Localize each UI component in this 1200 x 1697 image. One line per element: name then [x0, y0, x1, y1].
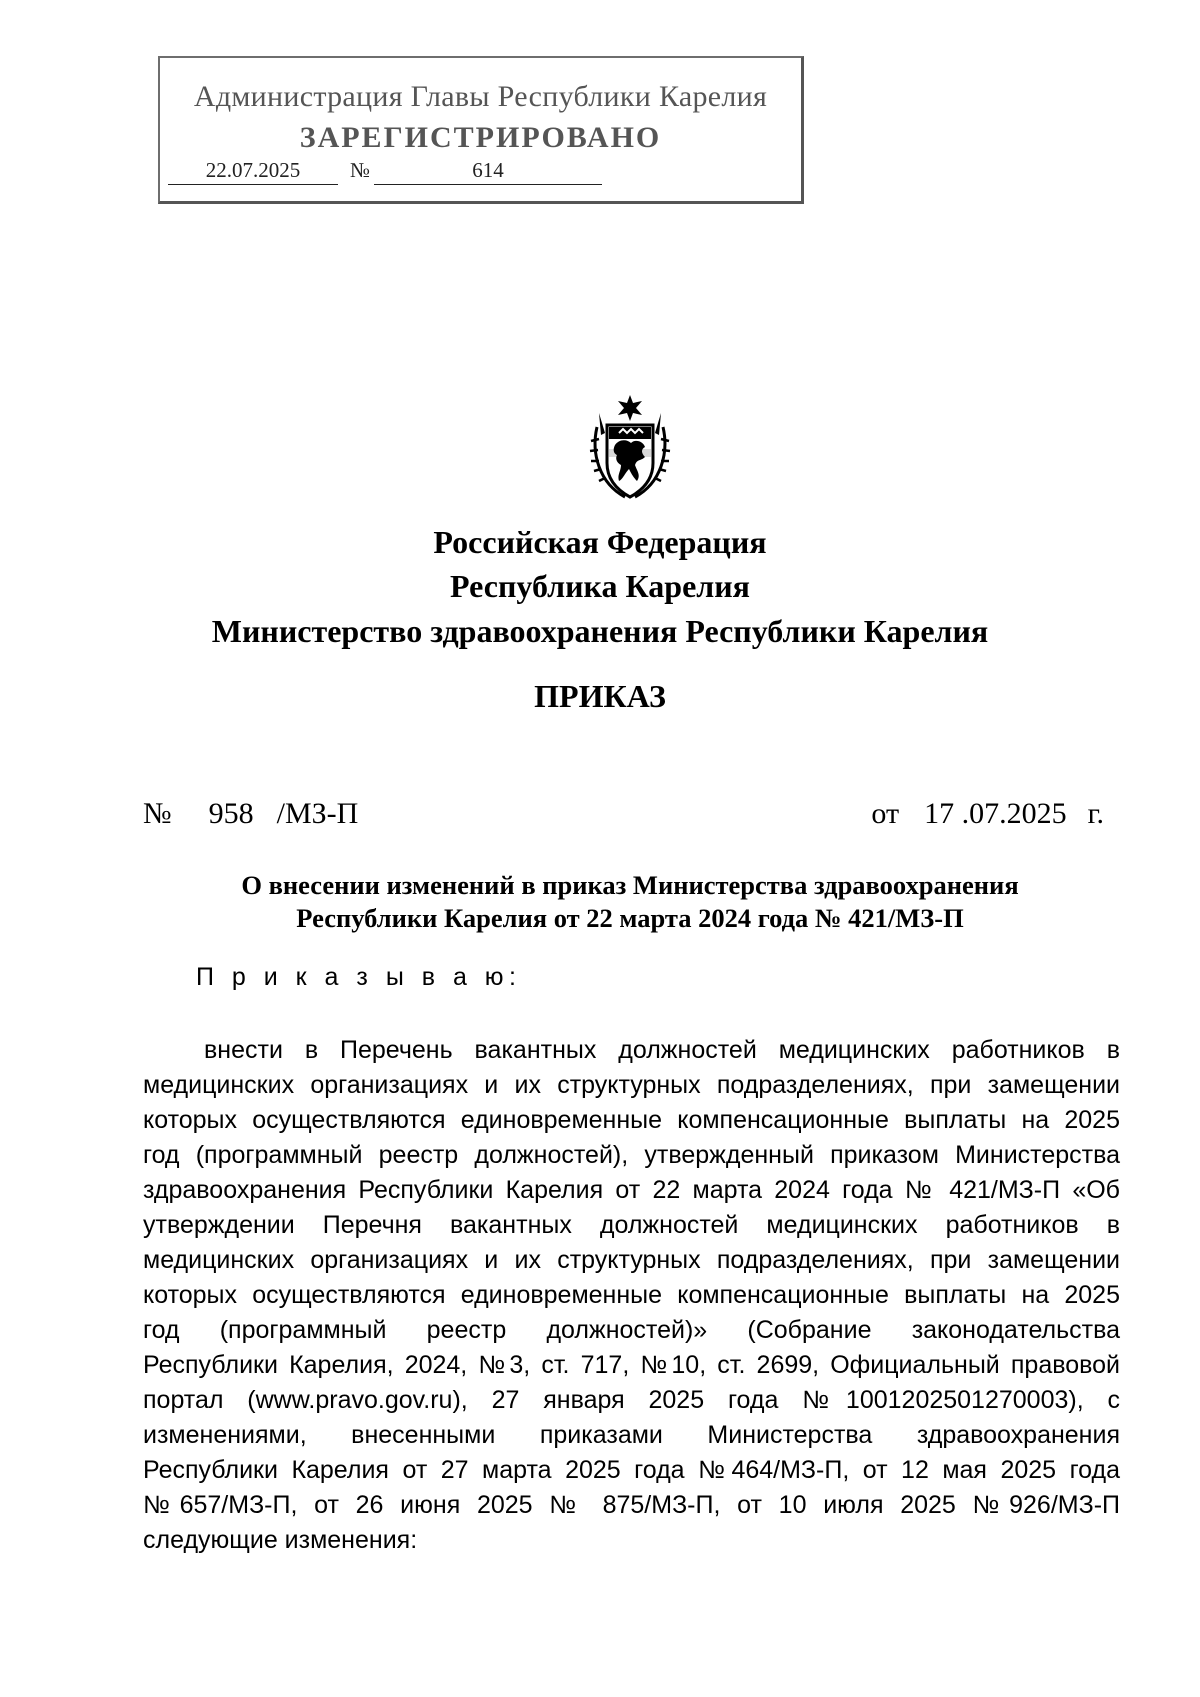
- body-paragraph: [143, 1033, 1120, 1558]
- body-line: утверждении Перечня вакантных должностей медицинских работников в: [143, 1211, 1120, 1239]
- header-country: Российская Федерация: [433, 524, 767, 560]
- body-line: год (программный реестр должностей)» (Собрание законодательства: [143, 1316, 1120, 1344]
- subject-line-2: Республики Карелия от 22 марта 2024 года № 421/МЗ-П: [296, 903, 964, 933]
- directive: П р и к а з ы в а ю:: [196, 963, 522, 991]
- body-line: №657/МЗ-П, от 26 июня 2025 № 875/МЗ-П, от 10 июля 2025 №926/МЗ-П: [143, 1491, 1120, 1519]
- body-line: следующие изменения:: [143, 1526, 418, 1554]
- order-number: 958: [208, 797, 254, 830]
- body-line: внести в Перечень вакантных должностей медицинских работников в: [204, 1036, 1120, 1064]
- body-line: которых осуществляются единовременные компенсационные выплаты на 2025: [143, 1281, 1120, 1309]
- body-line: год (программный реестр должностей), утвержденный приказом Министерства: [143, 1141, 1120, 1169]
- order-number-suffix: /МЗ-П: [276, 797, 359, 830]
- body-line: медицинских организациях и их структурных подразделениях, при замещении: [143, 1246, 1120, 1274]
- header-republic: Республика Карелия: [450, 568, 750, 604]
- body-line: которых осуществляются единовременные компенсационные выплаты на 2025: [143, 1106, 1120, 1134]
- order-number-row: [143, 797, 358, 831]
- header-ministry: Министерство здравоохранения Республики Карелия: [211, 613, 989, 649]
- body-line: Республики Карелия от 27 марта 2025 года №464/МЗ-П, от 12 мая 2025 года: [143, 1456, 1120, 1484]
- order-date-row: [871, 797, 1104, 831]
- stamp-status: ЗАРЕГИСТРИРОВАНО: [299, 121, 662, 154]
- body-line: изменениями, внесенными приказами Министерства здравоохранения: [143, 1421, 1120, 1449]
- registration-stamp: [158, 56, 804, 204]
- order-date-suffix: г.: [1087, 797, 1104, 830]
- body-line: медицинских организациях и их структурных подразделениях, при замещении: [143, 1071, 1120, 1099]
- body-line: портал (www.pravo.gov.ru), 27 января 2025 года №1001202501270003), с: [143, 1386, 1120, 1414]
- subject-line-1: О внесении изменений в приказ Министерства здравоохранения: [241, 870, 1019, 900]
- stamp-registration-row: [168, 158, 608, 188]
- order-number-sign: №: [143, 797, 172, 830]
- order-date: 17 .07.2025: [924, 797, 1067, 830]
- stamp-number-sign: №: [350, 158, 371, 182]
- document-type: ПРИКАЗ: [534, 678, 666, 714]
- body-line: здравоохранения Республики Карелия от 22 марта 2024 года № 421/МЗ-П «Об: [143, 1176, 1120, 1204]
- karelia-coat-of-arms-icon: [585, 393, 675, 505]
- stamp-number: 614: [374, 158, 602, 185]
- order-date-prefix: от: [871, 797, 900, 830]
- stamp-date: 22.07.2025: [168, 158, 338, 185]
- stamp-organization: Администрация Главы Республики Карелия: [193, 80, 768, 113]
- body-line: Республики Карелия, 2024, №3, ст. 717, №10, ст. 2699, Официальный правовой: [143, 1351, 1120, 1379]
